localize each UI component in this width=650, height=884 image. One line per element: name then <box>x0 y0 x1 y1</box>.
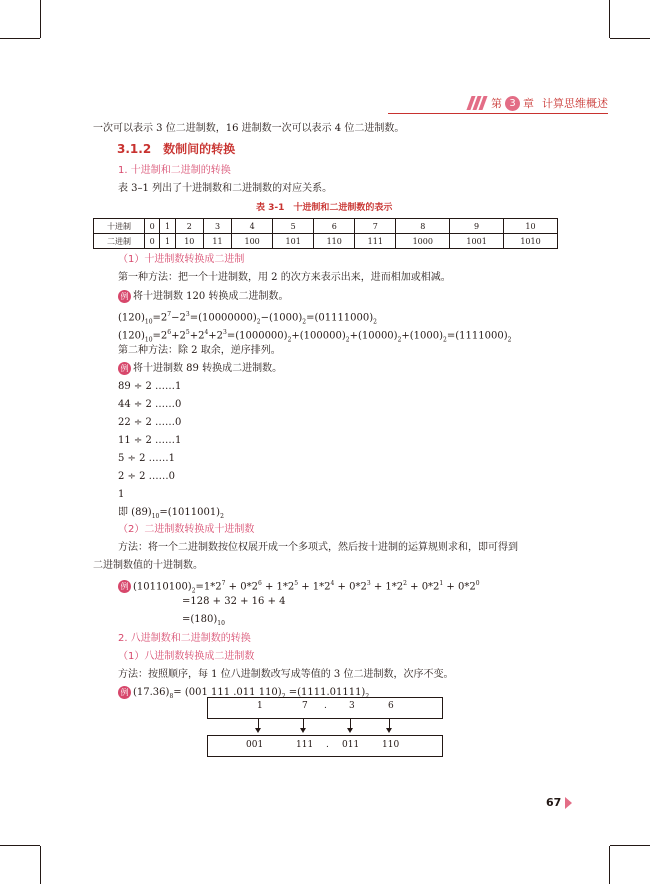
table-cell: 0 <box>145 219 160 234</box>
example-badge: 例 <box>118 580 131 593</box>
subheading-1: （1）十进制数转换成二进制 <box>118 254 245 265</box>
binary-group: 111 <box>296 740 314 750</box>
crop-mark <box>609 846 610 884</box>
division-step: 22 ÷ 2 ……0 <box>118 417 182 428</box>
table-cell: 10 <box>175 234 203 249</box>
subsection-heading: 1. 十进制和二进制的转换 <box>118 165 231 176</box>
division-step: 2 ÷ 2 ……0 <box>118 471 176 482</box>
table-cell: 1 <box>160 234 175 249</box>
table-cell: 1000 <box>396 234 450 249</box>
binary-group: 001 <box>246 740 264 750</box>
crop-mark <box>40 846 41 884</box>
chapter-title: 计算思维概述 <box>542 97 608 110</box>
intro-text: 一次可以表示 3 位二进制数，16 进制数一次可以表示 4 位二进制数。 <box>93 123 405 134</box>
table-cell: 6 <box>314 219 355 234</box>
arrow-line <box>350 718 351 728</box>
example-badge: 例 <box>118 290 131 303</box>
table-cell: 111 <box>355 234 396 249</box>
table-cell: 9 <box>450 219 504 234</box>
binary-group: 011 <box>342 740 360 750</box>
conversion-table <box>93 218 558 249</box>
table-cell: 4 <box>232 219 273 234</box>
crop-mark <box>609 0 610 38</box>
table-cell: 1001 <box>450 234 504 249</box>
octal-digit: 6 <box>388 701 394 711</box>
method-2: 第二种方法：除 2 取余，逆序排列。 <box>118 345 281 356</box>
subheading-3: （1）八进制数转换成二进制数 <box>118 651 255 662</box>
octal-digit: 7 <box>302 701 308 711</box>
formula-2: $(120)_{10}=2^6+2^5+2^4+2^3=(1000000)_2+(100000)_2+(10000)_2+(1000)_2=(1111000)_2$ <box>118 329 512 344</box>
table-cell: 11 <box>203 234 231 249</box>
division-step: 44 ÷ 2 ……0 <box>118 399 182 410</box>
formula-result: $=(180)_{10}$ <box>182 614 225 627</box>
page-number: 67 <box>546 796 562 809</box>
example-4: 例 $(17.36)_8= (001$ 111 .011 $110)_2 =(1111.01111)_2$ <box>118 686 369 704</box>
arrow-line <box>303 718 304 728</box>
arrow-down-icon <box>347 728 353 733</box>
arrow-down-icon <box>255 728 261 733</box>
binary-box <box>207 735 443 757</box>
table-cell: 8 <box>396 219 450 234</box>
row-label: 二进制 <box>94 234 145 249</box>
binary-group: 110 <box>382 740 400 750</box>
table-row <box>94 234 558 249</box>
crop-mark <box>0 845 40 846</box>
subheading-2: （2）二进制数转换成十进制数 <box>118 524 255 535</box>
table-reference: 表 3–1 列出了十进制数和二进制数的对应关系。 <box>118 183 333 194</box>
example-1-text: 将十进制数 120 转换成二进制数。 <box>133 291 289 302</box>
subsection-heading: 2. 八进制数和二进制数的转换 <box>118 633 251 644</box>
chapter-post: 章 <box>523 97 534 110</box>
header-rule <box>388 113 608 114</box>
chapter-number: 3 <box>505 96 520 111</box>
example-1 <box>118 290 288 304</box>
octal-point: . <box>324 701 327 711</box>
formula-1: $(120)_{10}=2^7-2^3=(10000000)_2-(1000)_2=(01111000)_2$ <box>118 311 377 326</box>
example-badge: 例 <box>118 686 131 699</box>
example-3: 例 $(10110100)_2=1*2^7 + 0*2^6 + 1*2^5 + 1*2^4 + 0*2^3 + 1*2^2 + 0*2^1 + 0*2^0$ <box>118 577 480 598</box>
example-badge: 例 <box>118 362 131 375</box>
table-cell: 10 <box>504 219 558 234</box>
running-header <box>469 93 608 113</box>
octal-digit: 1 <box>257 701 263 711</box>
table-cell: 101 <box>273 234 314 249</box>
division-step: 89 ÷ 2 ……1 <box>118 381 182 392</box>
method-4: 方法：按照顺序，每 1 位八进制数改写成等值的 3 位二进制数，次序不变。 <box>118 669 454 680</box>
crop-mark <box>0 38 40 39</box>
method-3: 方法：将一个二进制数按位权展开成一个多项式，然后按十进制的运算规则求和，即可得到 <box>118 542 518 553</box>
division-result: 即 $(89)_{10}=(1011001)_2$ <box>118 507 224 520</box>
arrow-down-icon <box>300 728 306 733</box>
table-cell: 0 <box>145 234 160 249</box>
table-cell: 3 <box>203 219 231 234</box>
crop-mark <box>40 0 41 38</box>
table-cell: 1010 <box>504 234 558 249</box>
table-cell: 1 <box>160 219 175 234</box>
table-caption: 表 3-1 十进制和二进制数的表示 <box>256 203 393 213</box>
table-cell: 7 <box>355 219 396 234</box>
stripes-icon <box>469 96 485 110</box>
crop-mark <box>610 845 650 846</box>
method-1: 第一种方法：把一个十进制数，用 2 的次方来表示出来，进而相加或相减。 <box>118 272 451 283</box>
division-step: 11 ÷ 2 ……1 <box>118 435 182 446</box>
crop-mark <box>610 38 650 39</box>
table-row <box>94 219 558 234</box>
table-cell: 2 <box>175 219 203 234</box>
table-cell: 5 <box>273 219 314 234</box>
binary-point: . <box>326 740 329 750</box>
arrow-line <box>389 718 390 728</box>
example-2 <box>118 362 282 376</box>
division-step: 1 <box>118 489 125 500</box>
table-cell: 110 <box>314 234 355 249</box>
octal-digit: 3 <box>349 701 355 711</box>
chapter-pre: 第 <box>491 97 502 110</box>
example-2-text: 将十进制数 89 转换成二进制数。 <box>133 363 283 374</box>
formula-sum: =128 + 32 + 16 + 4 <box>182 596 286 607</box>
division-step: 5 ÷ 2 ……1 <box>118 453 176 464</box>
table-cell: 100 <box>232 234 273 249</box>
page-marker-icon <box>565 797 572 809</box>
row-label: 十进制 <box>94 219 145 234</box>
arrow-line <box>258 718 259 728</box>
method-3-cont: 二进制数值的十进制数。 <box>93 560 203 571</box>
section-heading: 3.1.2 数制间的转换 <box>117 142 236 156</box>
arrow-down-icon <box>386 728 392 733</box>
